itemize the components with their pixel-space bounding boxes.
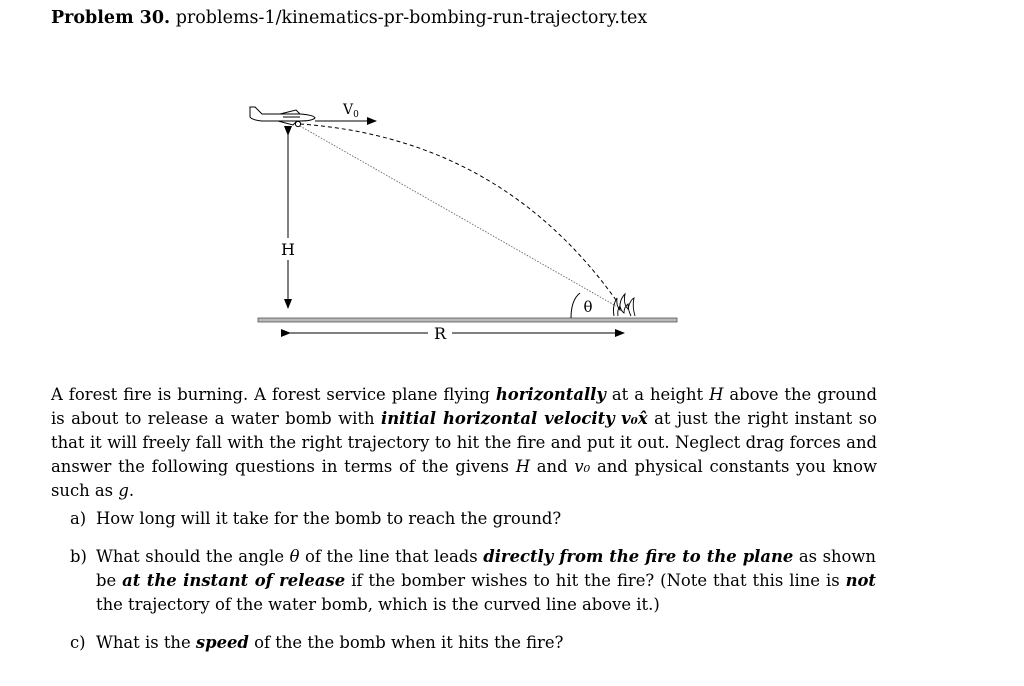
question-a-label: a) bbox=[70, 509, 87, 528]
emphasis-not: not bbox=[845, 571, 876, 590]
problem-statement bbox=[51, 383, 877, 503]
height-label: H bbox=[281, 240, 295, 259]
statement-text-2: at a height bbox=[605, 385, 710, 404]
theta-label: θ bbox=[583, 298, 593, 316]
ground bbox=[258, 318, 677, 322]
statement-text-3: above the ground is about to release a water bomb with bbox=[51, 385, 877, 428]
problem-number: Problem 30. bbox=[51, 8, 171, 28]
question-c-label: c) bbox=[70, 633, 86, 652]
math-v0-xhat: v₀x̂ bbox=[621, 409, 648, 428]
sight-line bbox=[300, 126, 616, 306]
angle-arc bbox=[571, 293, 580, 318]
statement-text-5: at just the right instant so that it will freely fall with the right trajectory to hit the fire and put it out. Neglect drag forces and answer the following questions in terms of the givens bbox=[51, 409, 877, 476]
math-h: H bbox=[709, 385, 724, 404]
question-a bbox=[70, 507, 876, 531]
trajectory-curve bbox=[300, 124, 616, 300]
problem-path: problems-1/kinematics-pr-bombing-run-trajectory.tex bbox=[175, 8, 648, 28]
emphasis-horizontally: horizontally bbox=[495, 385, 606, 404]
math-theta: θ bbox=[289, 547, 300, 566]
question-c bbox=[70, 631, 876, 655]
emphasis-instant-release: at the instant of release bbox=[122, 571, 346, 590]
emphasis-initial-velocity: initial horizontal velocity bbox=[381, 409, 615, 428]
statement-text-7: and physical constants you know such as bbox=[51, 457, 877, 500]
statement-period: . bbox=[128, 481, 135, 500]
question-a-text: How long will it take for the bomb to reach the ground? bbox=[96, 509, 562, 528]
math-g: g bbox=[118, 481, 129, 500]
question-b-text: What should the angle θ of the line that leads directly from the fire to the plane as shown be at the instant of release if the bomber wishes to hit the fire? (Note that this line is not the trajectory of the water bomb, which is the curved line above it.) bbox=[96, 547, 876, 614]
question-c-text: What is the speed of the the bomb when it hits the fire? bbox=[96, 633, 564, 652]
plane-icon bbox=[250, 107, 315, 125]
question-b-label: b) bbox=[70, 547, 87, 566]
water-bomb bbox=[295, 121, 300, 126]
emphasis-fire-to-plane: directly from the fire to the plane bbox=[483, 547, 794, 566]
math-h-2: H bbox=[515, 457, 531, 476]
emphasis-speed: speed bbox=[195, 633, 249, 652]
question-b bbox=[70, 545, 876, 617]
statement-text-6: and bbox=[530, 457, 575, 476]
math-v0: v₀ bbox=[574, 457, 591, 476]
range-label: R bbox=[433, 324, 447, 343]
velocity-label: $V_0$ bbox=[343, 102, 359, 120]
statement-text-1: A forest fire is burning. A forest service plane flying bbox=[51, 385, 496, 404]
fire-icon bbox=[613, 294, 635, 316]
